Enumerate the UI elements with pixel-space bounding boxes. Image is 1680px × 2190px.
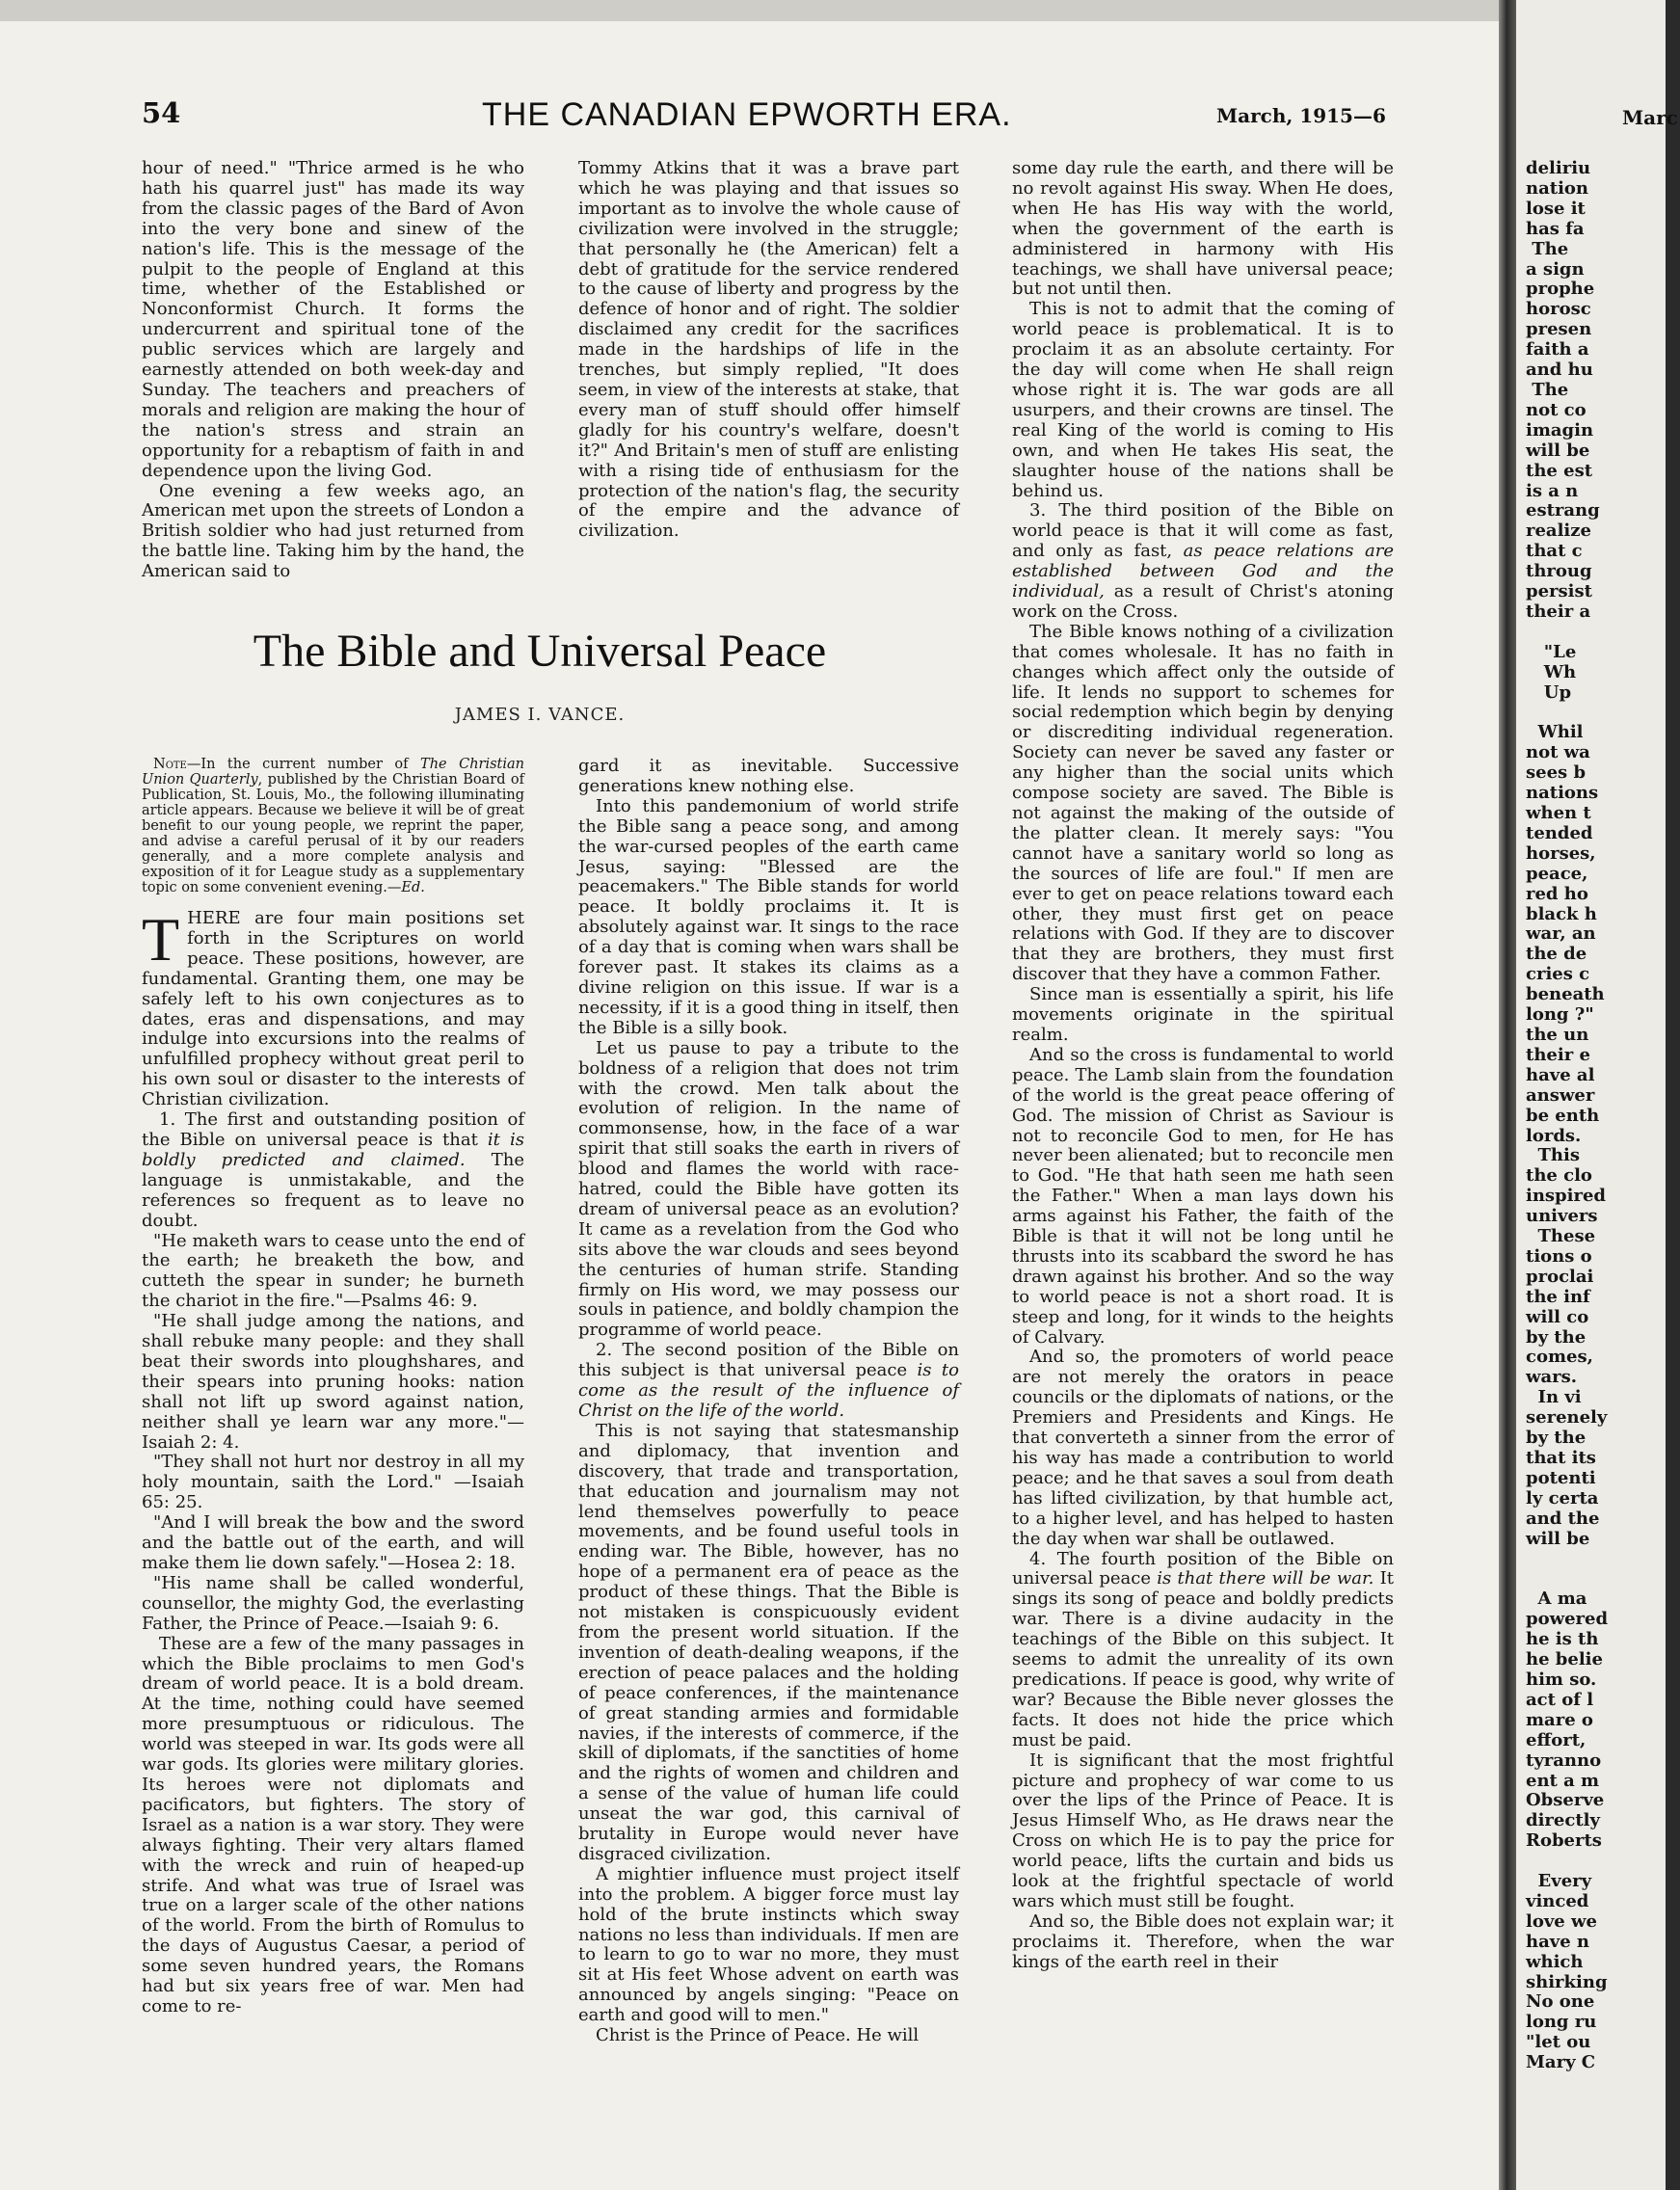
paragraph: And so, the Bible does not explain war; it proclaims it. Therefore, when the war kings of the earth reel in their	[1012, 1910, 1394, 1972]
facing-page-line: A ma	[1526, 1589, 1587, 1610]
facing-page-line: a sign	[1526, 258, 1585, 280]
facing-page-line: act of l	[1526, 1689, 1594, 1710]
paragraph: One evening a few weeks ago, an American met upon the streets of London a British soldier who had just returned from the battle line. Taking him by the hand, the American said to	[142, 480, 524, 582]
facing-page-line: has fa	[1526, 218, 1585, 239]
facing-page-line	[1526, 1550, 1680, 1570]
facing-page-line: by the	[1526, 1428, 1587, 1449]
paragraph: Tommy Atkins that it was a brave part which he was playing and that issues so important as to involve the whole cause of civilization were involved in the struggle; that personally he (the American) felt a debt of gratitude for the service rendered to the cause of liberty and progress by the defence of honor and of right. The soldier disclaimed any credit for the sacrifices made in the hardships of life in the trenches, but simply replied, "It does seem, in view of the interests at stake, that every man of stuff should offer himself gladly for his country's welfare, doesn't it?" And Britain's men of stuff are enlisting with a rising tide of enthusiasm for the protection of the nation's flag, the security of the empire and the advance of civilization.	[578, 158, 959, 542]
facing-page-line: that its	[1526, 1448, 1596, 1468]
note-signature: Ed.	[401, 880, 425, 895]
paragraph: Let us pause to pay a tribute to the boldness of a religion that does not trim with the crowd. Men talk about the evolution of religion. In the name of commonsense, how, in the face of a war spirit that still soaks the earth in rivers of blood and flames the world with race-hatred, could the Bible have gotten its dream of universal peace as an evolution? It came as a revelation from the God who sits above the war clouds and sees beyond the centuries of human strife. Standing firmly on His word, we may possess our souls in patience, and boldly champion the programme of world peace.	[578, 1037, 959, 1341]
facing-page-line: he is th	[1526, 1629, 1599, 1650]
facing-page-line: presen	[1526, 319, 1592, 340]
paragraph: This is not saying that statesmanship and diplomacy, that invention and discovery, that trade and transportation, that education and journalism may not lend themselves powerfully to peace movements, and be found useful tools in ending war. The Bible, however, has no hope of a permanent era of peace as the product of these things. That the Bible is not mistaken is conspicuously evident from the present world situation. If the invention of death-dealing weapons, if the erection of peace palaces and the holding of peace conferences, if the maintenance of great standing armies and formidable navies, if the interests of commerce, if the skill of diplomats, if the sanctities of home and the rights of women and children and a sense of the value of human life could unseat the war god, this carnival of brutality in Europe would never have disgraced civilization.	[578, 1420, 959, 1864]
position-2: 2. The second position of the Bible on this subject is that universal peace is to come as the result of the influence of Christ on the life of the world.	[578, 1340, 959, 1421]
facing-page-line: realize	[1526, 521, 1591, 542]
paragraph: Into this pandemonium of world strife the Bible sang a peace song, and among the war-cursed peoples of the earth came Jesus, saying: "Blessed are the peacemakers." The Bible stands for world peace. It boldly proclaims it. It is absolutely against war. It sings to the race of a day that is coming when wars shall be forever past. It stakes its claims as a divine religion on this issue. If war is a necessity, if it is a good thing in itself, then the Bible is a silly book.	[578, 795, 959, 1038]
facing-page-line: Up	[1526, 681, 1572, 703]
facing-page-line: he belie	[1526, 1649, 1603, 1670]
facing-page-line: faith a	[1526, 339, 1589, 361]
facing-page-line: lose it	[1526, 198, 1586, 219]
facing-page-line: imagin	[1526, 419, 1594, 441]
facing-page-line: the de	[1526, 944, 1587, 965]
facing-page-line: This	[1526, 1145, 1580, 1166]
facing-page-line: directly	[1526, 1810, 1600, 1831]
note-label: Note	[153, 757, 187, 772]
facing-page-line: estrang	[1526, 500, 1600, 521]
facing-page-line: peace,	[1526, 863, 1588, 884]
facing-page-edge	[1516, 0, 1678, 2190]
paragraph: hour of need." "Thrice armed is he who hath his quarrel just" has made its way from the classic pages of the Bard of Avon into the very bone and sinew of the nation's life. This is the message of the pulpit to the people of England at this time, whether of the Established or Nonconformist Church. It forms the undercurrent and spiritual tone of the public services which are largely and earnestly attended on both week-day and Sunday. The teachers and preachers of morals and religion are making the hour of the nation's stress and strain an opportunity for a rebaptism of faith in and dependence upon the living God.	[142, 158, 524, 481]
paragraph: "And I will break the bow and the sword and the battle out of the earth, and will make them lie down safely."—Hosea 2: 18.	[142, 1512, 524, 1573]
facing-page-line: No one	[1526, 1991, 1595, 2013]
facing-page-line: the un	[1526, 1024, 1589, 1045]
intro-paragraph: THERE are four main positions set forth in the Scriptures on world peace. These positions, however, are fundamental. Granting them, one may be safely left to his own conjectures as to dates, eras and dispensations, and may indulge into excursions into the realms of unfulfilled prophecy without great peril to his own soul or disaster to the interests of Christian civilization.	[142, 905, 524, 1110]
paragraph: "They shall not hurt nor destroy in all my holy mountain, saith the Lord." —Isaiah 65: 25.	[142, 1452, 524, 1513]
facing-page-line: the est	[1526, 460, 1593, 481]
paragraph: "He shall judge among the nations, and shall rebuke many people: and they shall beat their swords into ploughshares, and their spears into pruning hooks: nation shall not lift up sword against nation, neither shall ye learn war any more."—Isaiah 2: 4.	[142, 1311, 524, 1453]
facing-page-line: answer	[1526, 1084, 1595, 1106]
facing-page-line: will co	[1526, 1306, 1589, 1327]
continued-column-2	[578, 159, 959, 593]
position-3: 3. The third position of the Bible on world peace is that it will come as fast, and only as fast, as peace relations are established between God and the individual, as a result of Christ's atoning work on the Cross.	[1012, 500, 1394, 622]
facing-page-line: inspired	[1526, 1186, 1607, 1207]
facing-page-line: ly certa	[1526, 1487, 1599, 1509]
facing-page-line: The	[1526, 379, 1569, 400]
facing-page-line: shirking	[1526, 1971, 1608, 1992]
position-1: 1. The first and outstanding position of the Bible on universal peace is that it is boldly predicted and claimed. The language is unmistakable, and the references so frequent as to leave no doubt.	[142, 1109, 524, 1231]
facing-page-line: horosc	[1526, 299, 1591, 320]
facing-page-line: is a n	[1526, 480, 1579, 501]
facing-page-line: potenti	[1526, 1467, 1596, 1488]
editor-note	[142, 757, 524, 895]
col2-first-para: gard it as inevitable. Successive generations knew nothing else.	[578, 756, 959, 796]
facing-page-line: love we	[1526, 1910, 1597, 1932]
facing-page-line: him so.	[1526, 1669, 1597, 1690]
article-column-2	[578, 757, 959, 2183]
article-column-1	[142, 757, 524, 2183]
facing-page-line: persist	[1526, 581, 1592, 602]
facing-page-line: when t	[1526, 803, 1591, 823]
facing-page-line: their e	[1526, 1044, 1590, 1065]
article-column-3	[1012, 159, 1394, 2183]
facing-page-line: prophe	[1526, 279, 1595, 300]
continued-column-1	[142, 159, 524, 593]
facing-page-line: In vi	[1526, 1387, 1582, 1408]
facing-page-line: tyranno	[1526, 1749, 1602, 1771]
facing-page-line: powered	[1526, 1609, 1609, 1630]
page-number: 54	[142, 96, 181, 129]
paragraph: Since man is essentially a spirit, his life movements originate in the spiritual realm.	[1012, 984, 1394, 1045]
facing-page-line	[1526, 623, 1680, 643]
facing-page-line: Wh	[1526, 661, 1577, 682]
facing-page-line: Every	[1526, 1871, 1592, 1892]
facing-page-line: proclai	[1526, 1266, 1594, 1287]
facing-page-line: have n	[1526, 1931, 1590, 1952]
facing-page-line: Whil	[1526, 722, 1584, 743]
facing-page-line: will be	[1526, 1528, 1590, 1549]
col3-first-para: some day rule the earth, and there will be no revolt against His sway. When He does, when He has His way with the world, when the government of the earth is administered in harmony with His teachings, we shall have universal peace; but not until then.	[1012, 158, 1394, 300]
paragraph: "He maketh wars to cease unto the end of the earth; he breaketh the bow, and cutteth the spear in sunder; he burneth the chariot in the fire."—Psalms 46: 9.	[142, 1230, 524, 1312]
facing-page-line: nations	[1526, 783, 1599, 804]
facing-page-line: their a	[1526, 601, 1591, 622]
column-1-body	[142, 1635, 524, 2017]
article-author: JAMES I. VANCE.	[454, 705, 626, 725]
note-text-2: , published by the Christian Board of Publication, St. Louis, Mo., the following illuminating article appears. Because we believe it will be of great benefit to our young people, we reprint the paper, and advise a careful perusal of it by our readers generally, and a more complete analysis and exposition of it for League study as a supplementary topic on some convenient evening.—	[142, 772, 524, 895]
facing-page-line: long ru	[1526, 2012, 1597, 2033]
facing-page-line: These	[1526, 1226, 1596, 1247]
note-text-1: —In the current number of	[186, 757, 421, 772]
facing-page-line: Mary C	[1526, 2052, 1596, 2073]
drop-cap: T	[142, 905, 180, 974]
facing-page-line: war, an	[1526, 923, 1596, 945]
scan-top-edge	[0, 0, 1499, 21]
facing-page-line: The	[1526, 238, 1569, 259]
facing-page-line: long ?"	[1526, 1004, 1594, 1026]
facing-page-line: univers	[1526, 1206, 1598, 1227]
paragraph: This is not to admit that the coming of world peace is problematical. It is to proclaim it as an absolute certainty. For the day will come when He shall reign whose right it is. The war gods are all usurpers, and their crowns are tinsel. The real King of the world is coming to His own, and when He takes His seat, the slaughter house of the nations shall be behind us.	[1012, 299, 1394, 501]
facing-page-line: mare o	[1526, 1709, 1593, 1730]
paragraph: It is significant that the most frightful picture and prophecy of war come to us over the lips of the Prince of Peace. It is Jesus Himself Who, as He draws near the Cross on which He is to pay the price for world peace, lifts the curtain and bids us look at the frightful spectacle of world wars which must still be fought.	[1012, 1749, 1394, 1911]
facing-page-line: beneath	[1526, 984, 1605, 1005]
facing-page-line: red ho	[1526, 883, 1588, 904]
facing-page-line: sees b	[1526, 762, 1587, 784]
position-4: 4. The fourth position of the Bible on universal peace is that there will be war. It sings its song of peace and boldly predicts war. There is a divine audacity in the teachings of the Bible on this subject. It seems to admit the unreality of its own predications. If peace is good, why write of war? Because the Bible never glosses the facts. It does not hide the price which must be paid.	[1012, 1548, 1394, 1750]
issue-date: March, 1915—6	[1216, 104, 1386, 127]
facing-page-line: ent a m	[1526, 1770, 1600, 1791]
facing-page-line: tions o	[1526, 1245, 1592, 1267]
facing-page-text	[1526, 159, 1680, 2073]
facing-page-line: throug	[1526, 561, 1592, 582]
facing-page-line: serenely	[1526, 1407, 1608, 1429]
facing-page-line: "Le	[1526, 641, 1577, 662]
facing-page-line: and the	[1526, 1508, 1600, 1529]
paragraph: "His name shall be called wonderful, counsellor, the mighty God, the everlasting Father, the Prince of Peace.—Isaiah 9: 6.	[142, 1572, 524, 1634]
facing-page-line: black h	[1526, 903, 1597, 924]
paragraph: The Bible knows nothing of a civilization that comes wholesale. It has no faith in changes which affect only the outside of life. It lends no support to schemes for social redemption which begin by denying or discrediting individual regeneration. Society can never be saved any faster or any higher than the social units which compose society are saved. The Bible is not against the making of the outside of the platter clean. It merely says: "You cannot have a sanitary world so long as the sources of life are foul." If men are ever to get on peace relations toward each other, they must first get on peace relations with God. If they are to discover that they are brothers, they must first discover that they have a common Father.	[1012, 621, 1394, 985]
facing-page-line: lords.	[1526, 1125, 1582, 1146]
facing-page-header: Marc	[1622, 106, 1678, 129]
facing-page-line: wars.	[1526, 1367, 1578, 1388]
facing-page-line: that c	[1526, 541, 1583, 562]
facing-page-line: deliriu	[1526, 158, 1591, 178]
facing-page-line: Roberts	[1526, 1830, 1602, 1852]
journal-title: THE CANADIAN EPWORTH ERA.	[482, 96, 1012, 133]
facing-page-line: and hu	[1526, 360, 1593, 381]
facing-page-line: not co	[1526, 399, 1587, 420]
paragraph: Christ is the Prince of Peace. He will	[596, 2025, 920, 2046]
note-journal: The Christian Union Quarterly	[142, 757, 525, 788]
facing-page-line	[1526, 1852, 1680, 1872]
facing-page-line: Observe	[1526, 1790, 1605, 1811]
paragraph: And so the cross is fundamental to world peace. The Lamb slain from the foundation of the world is the great peace offering of God. The mission of Christ as Saviour is not to reconcile God to men, for He has never been alienated; but to reconcile men to God. "He that hath seen me hath seen the Father." When a man lays down his arms against his Father, the faith of the Bible is that it will not be long until he thrusts into its scabbard the sword he has drawn against his brother. And so the way to world peace is not a short road. It is steep and long, for it winds to the heights of Calvary.	[1012, 1044, 1394, 1348]
facing-page-line: "let ou	[1526, 2032, 1591, 2053]
facing-page-line: by the	[1526, 1326, 1587, 1348]
facing-page-line	[1526, 1569, 1680, 1589]
facing-page-line: the clo	[1526, 1165, 1592, 1187]
facing-page-line: comes,	[1526, 1347, 1593, 1368]
facing-page-line: tended	[1526, 822, 1593, 843]
binding-gutter	[1499, 0, 1516, 2190]
scripture-quotes	[142, 1232, 524, 1635]
facing-page-line: be enth	[1526, 1105, 1600, 1126]
facing-page-line	[1526, 703, 1680, 723]
facing-page-line: will be	[1526, 440, 1590, 461]
paragraph: These are a few of the many passages in which the Bible proclaims to men God's dream of world peace. It is a bold dream. At the time, nothing could have seemed more presumptuous or ridiculous. The world was steeped in war. Its gods were all war gods. Its glories were military glories. Its heroes were not diplomats and pacificators, but fighters. The story of Israel as a nation is a war story. They were always fighting. Their very altars flamed with the wreck and ruin of heaped-up strife. And what was true of Israel was true on a larger scale of the other nations of the world. From the birth of Romulus to the days of Augustus Caesar, a period of some seven hundred years, the Romans had but six years free of war. Men had come to re-	[142, 1633, 524, 2016]
facing-page-line: vinced	[1526, 1890, 1589, 1911]
facing-page-line: the inf	[1526, 1286, 1590, 1307]
paragraph: A mightier influence must project itself into the problem. A bigger force must lay hold of the brute instincts which sway nations no less than individuals. If men are to learn to go to war no more, they must sit at His feet Whose advent on earth was announced by angels singing: "Peace on earth and good will to men."	[578, 1863, 959, 2026]
paragraph: And so, the promoters of world peace are not merely the orators in peace councils or the diplomats of nations, or the Premiers and Presidents and Kings. He that converteth a sinner from the error of his way has made a contribution to world peace; and he that saves a soul from death has lifted civilization, by that humble act, to a higher level, and has helped to hasten the day when war shall be outlawed.	[1012, 1347, 1394, 1549]
facing-page-line: which	[1526, 1951, 1584, 1972]
facing-page-line: horses,	[1526, 842, 1596, 864]
facing-page-line: cries c	[1526, 964, 1590, 985]
facing-page-line: effort,	[1526, 1729, 1587, 1750]
facing-page-line: have al	[1526, 1064, 1595, 1085]
facing-page-line: nation	[1526, 177, 1588, 199]
facing-page-line: not wa	[1526, 742, 1590, 763]
article-title: The Bible and Universal Peace	[253, 626, 827, 677]
